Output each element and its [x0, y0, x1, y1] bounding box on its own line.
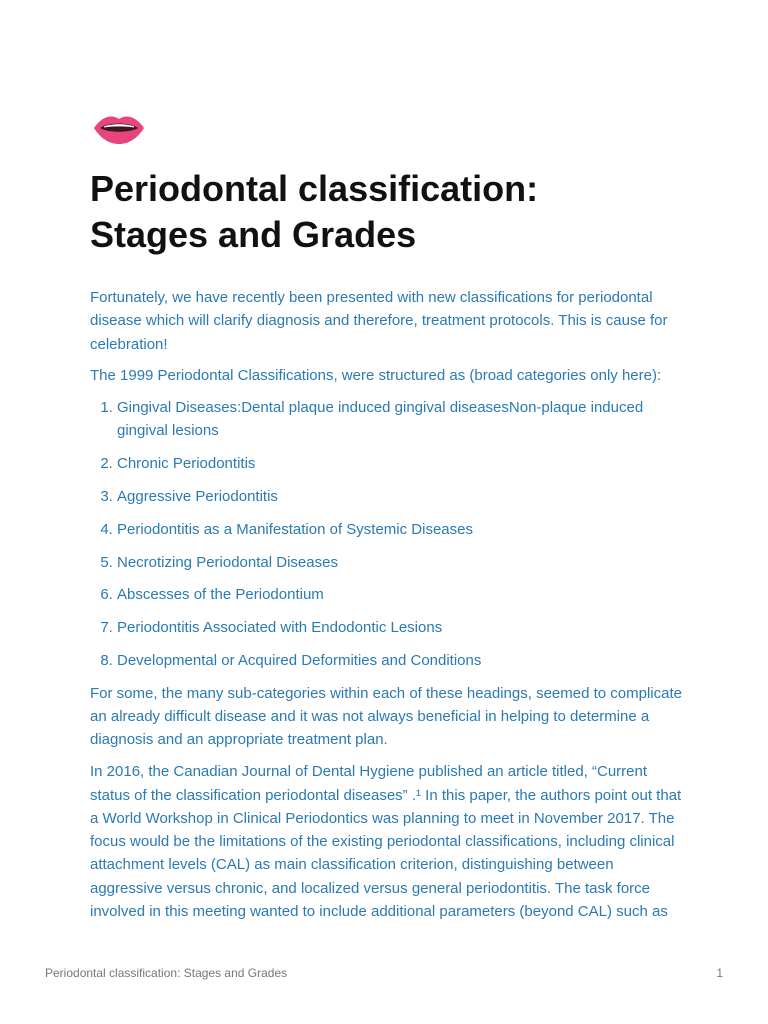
page-number: 1: [716, 966, 723, 980]
paragraph: Fortunately, we have recently been presented with new classifications for periodontal disease which will clarify diagnosis and therefore, treatment protocols. This is cause for celebration!: [90, 289, 668, 353]
title-line-2: Stages and Grades: [90, 214, 417, 255]
classification-list: [90, 396, 682, 672]
list-item: 1. Gingival Diseases:Dental plaque induced gingival diseasesNon-plaque induced gingival lesions: [117, 396, 682, 443]
list-item: 4. Periodontitis as a Manifestation of Systemic Diseases: [117, 518, 682, 541]
list-item: 7. Periodontitis Associated with Endodontic Lesions: [117, 616, 682, 639]
lips-icon: [92, 110, 146, 146]
list-item: 5. Necrotizing Periodontal Diseases: [117, 551, 682, 574]
paragraph: In 2016, the Canadian Journal of Dental Hygiene published an article titled, “Current status of the classification periodontal diseases” .¹ In this paper, the authors point out that a World Workshop in Clinical Periodontics was planning to meet in November 2017. The focus would be the limitations of the existing periodontal classifications, including clinical attachment levels (CAL) as main classification criterion, distinguishing between aggressive versus chronic, and localized versus general periodontitis. The task force involved in this meeting wanted to include additional parameters (beyond CAL) such as: [90, 763, 682, 921]
article-body: [90, 286, 682, 932]
footer-title: Periodontal classification: Stages and Grades: [45, 966, 288, 980]
title-line-1: Periodontal classification:: [90, 168, 539, 209]
list-item: 8. Developmental or Acquired Deformities and Conditions: [117, 649, 682, 672]
paragraph: The 1999 Periodontal Classifications, were structured as (broad categories only here):: [90, 367, 662, 385]
page-title: [90, 166, 690, 258]
paragraph: For some, the many sub-categories within each of these headings, seemed to complicate an already difficult disease and it was not always beneficial in helping to determine a diagnosis and an appropriate treatment plan.: [90, 684, 682, 749]
list-item: 2. Chronic Periodontitis: [117, 452, 682, 475]
list-item: 6. Abscesses of the Periodontium: [117, 583, 682, 606]
list-item: 3. Aggressive Periodontitis: [117, 485, 682, 508]
